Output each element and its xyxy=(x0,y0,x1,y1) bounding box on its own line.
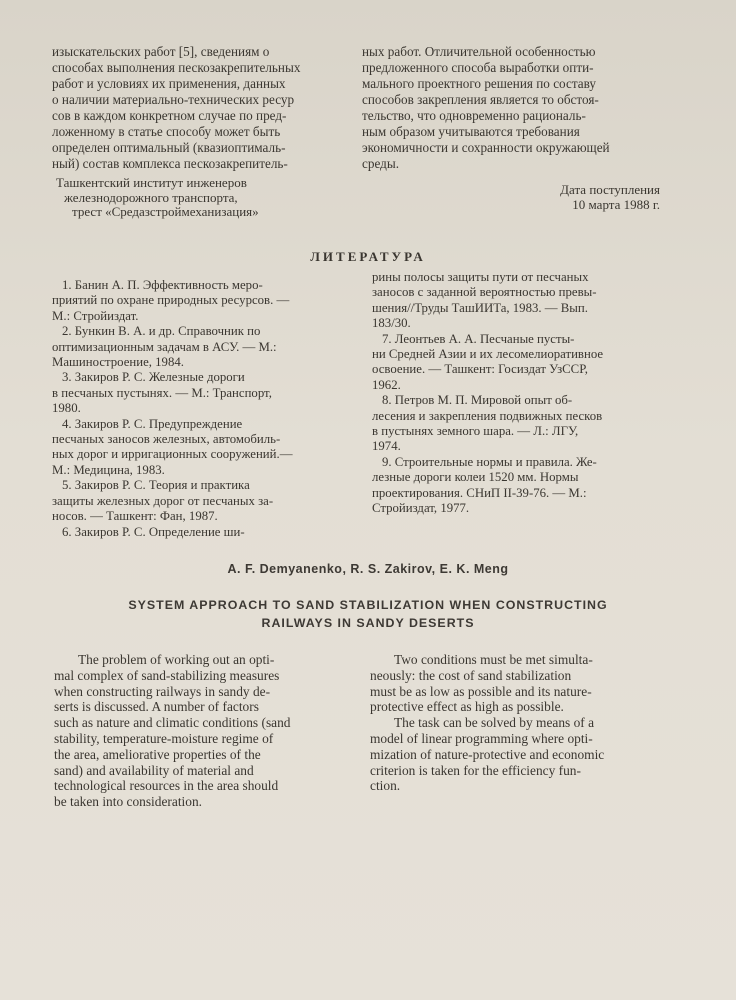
abstract-line: such as nature and climatic conditions (sand xyxy=(54,715,291,731)
abstract-line: when constructing railways in sandy de- xyxy=(54,683,271,699)
reference-line: лезные дороги колеи 1520 мм. Нормы xyxy=(372,470,579,485)
reference-line: 1. Банин А. П. Эффективность меро- xyxy=(62,278,263,292)
received-value: 10 марта 1988 г. xyxy=(572,197,660,212)
reference-line: 5. Закиров Р. С. Теория и практика xyxy=(62,478,250,493)
abstract-line: model of linear programming where opti- xyxy=(370,730,593,746)
reference-line: 7. Леонтьев А. А. Песчаные пусты- xyxy=(382,331,575,346)
abstract-line: The problem of working out an opti- xyxy=(78,652,275,667)
abstract-line: criterion is taken for the efficiency fun- xyxy=(370,762,581,778)
text-line: тельство, что одновременно рациональ- xyxy=(362,108,586,123)
title-line: SYSTEM APPROACH TO SAND STABILIZATION WHEN CONSTRUCTING xyxy=(128,598,608,612)
reference-item xyxy=(52,417,342,479)
text-line: предложенного способа выработки опти- xyxy=(362,60,594,75)
reference-line: защиты железных дорог от песчаных за- xyxy=(52,493,274,508)
reference-line: оптимизационным задачам в АСУ. — М.: xyxy=(52,339,277,354)
reference-line: заносов с заданной вероятностью превы- xyxy=(372,285,597,300)
abstract-line: the area, ameliorative properties of the xyxy=(54,746,261,762)
references-left-column xyxy=(52,278,342,540)
text-line: работ и условиях их применения, данных xyxy=(52,76,286,91)
abstract-line: sand) and availability of material and xyxy=(54,762,254,778)
literature-heading: ЛИТЕРАТУРА xyxy=(310,249,426,264)
reference-line: песчаных заносов железных, автомобиль- xyxy=(52,432,281,447)
reference-line: в пустынях земного шара. — Л.: ЛГУ, xyxy=(372,424,579,439)
affiliation-line: железнодорожного транспорта, xyxy=(64,189,238,205)
reference-line: 3. Закиров Р. С. Железные дороги xyxy=(62,370,245,385)
english-authors: A. F. Demyanenko, R. S. Zakirov, E. K. Meng xyxy=(227,562,509,576)
reference-line: в песчаных пустынях. — М.: Транспорт, xyxy=(52,385,272,400)
body-text-left-column xyxy=(52,44,338,172)
text-line: способах выполнения пескозакрепительных xyxy=(52,60,301,75)
reference-item xyxy=(52,278,342,324)
abstract-line: serts is discussed. A number of factors xyxy=(54,699,259,715)
body-text-right-column xyxy=(362,44,658,172)
text-line: определен оптимальный (квазиоптималь- xyxy=(52,140,286,155)
abstract-line: protective effect as high as possible. xyxy=(370,699,564,715)
reference-line: 9. Строительные нормы и правила. Же- xyxy=(382,454,597,469)
abstract-line: neously: the cost of sand stabilization xyxy=(370,667,572,683)
reference-line: Машиностроение, 1984. xyxy=(52,355,184,370)
reference-line: 2. Бункин В. А. и др. Справочник по xyxy=(62,324,261,339)
reference-line: М.: Стройиздат. xyxy=(52,308,139,323)
reference-line: шения//Труды ТашИИТа, 1983. — Вып. xyxy=(372,300,588,315)
text-line: экономичности и сохранности окружающей xyxy=(362,140,610,155)
text-line: о наличии материально-технических ресур xyxy=(52,92,295,107)
reference-line: 6. Закиров Р. С. Определение ши- xyxy=(62,524,245,539)
abstract-line: stability, temperature-moisture regime of xyxy=(54,730,274,746)
author-affiliation xyxy=(56,176,346,220)
reference-item xyxy=(372,393,660,455)
reference-line: носов. — Ташкент: Фан, 1987. xyxy=(52,509,218,524)
abstract-line: be taken into consideration. xyxy=(54,794,202,810)
reference-line: 8. Петров М. П. Мировой опыт об- xyxy=(382,393,573,408)
reference-item xyxy=(52,370,342,416)
reference-line: лесения и закрепления подвижных песков xyxy=(372,408,603,423)
reference-line: 183/30. xyxy=(372,316,411,331)
text-line: мального проектного решения по составу xyxy=(362,76,596,91)
received-label: Дата поступления xyxy=(560,182,660,197)
reference-line: М.: Медицина, 1983. xyxy=(52,462,165,477)
abstract-line: technological resources in the area should xyxy=(54,778,279,794)
abstract-line: ction. xyxy=(370,778,401,794)
reference-line: ни Средней Азии и их лесомелиоративное xyxy=(372,347,604,362)
reference-line: 1962. xyxy=(372,377,401,392)
abstract-left-column xyxy=(54,652,344,810)
text-line: способов закрепления является то обстоя- xyxy=(362,92,599,107)
abstract-line: Two conditions must be met simulta- xyxy=(394,652,593,667)
references-right-column xyxy=(372,270,660,517)
reference-line: освоение. — Ташкент: Госиздат УзССР, xyxy=(372,362,588,377)
reference-line: приятий по охране природных ресурсов. — xyxy=(52,293,290,308)
reference-line: 4. Закиров Р. С. Предупреждение xyxy=(62,416,243,431)
abstract-line: must be as low as possible and its nature- xyxy=(370,683,592,699)
text-line: ных работ. Отличительной особенностью xyxy=(362,44,596,59)
reference-line: рины полосы защиты пути от песчаных xyxy=(372,270,589,284)
reference-line: Стройиздат, 1977. xyxy=(372,501,470,516)
reference-item xyxy=(52,324,342,370)
text-line: сов в каждом конкретном случае по пред- xyxy=(52,108,287,123)
reference-line: ных дорог и ирригационных сооружений.— xyxy=(52,447,293,462)
text-line: ным образом учитываются требования xyxy=(362,124,580,139)
affiliation-line: Ташкентский институт инженеров xyxy=(56,175,247,190)
reference-line: 1980. xyxy=(52,401,81,416)
title-line: RAILWAYS IN SANDY DESERTS xyxy=(261,616,475,630)
reference-item xyxy=(372,455,660,517)
reference-item xyxy=(372,270,660,332)
affiliation-line: трест «Средазстроймеханизация» xyxy=(72,204,259,219)
reference-line: проектирования. СНиП II-39-76. — М.: xyxy=(372,485,587,500)
reference-item xyxy=(52,478,342,524)
abstract-line: mization of nature-protective and economic xyxy=(370,746,605,762)
received-date xyxy=(500,182,660,212)
abstract-line: mal complex of sand-stabilizing measures xyxy=(54,667,280,683)
text-line: среды. xyxy=(362,156,399,171)
abstract-line: The task can be solved by means of a xyxy=(394,715,595,731)
reference-item xyxy=(372,332,660,394)
abstract-right-column xyxy=(370,652,660,794)
reference-item xyxy=(52,525,342,540)
text-line: ложенному в статье способу может быть xyxy=(52,124,281,139)
english-title xyxy=(0,596,736,632)
text-line: изыскательских работ [5], сведениям о xyxy=(52,44,270,59)
text-line: ный) состав комплекса пескозакрепитель- xyxy=(52,156,288,171)
reference-line: 1974. xyxy=(372,439,401,454)
